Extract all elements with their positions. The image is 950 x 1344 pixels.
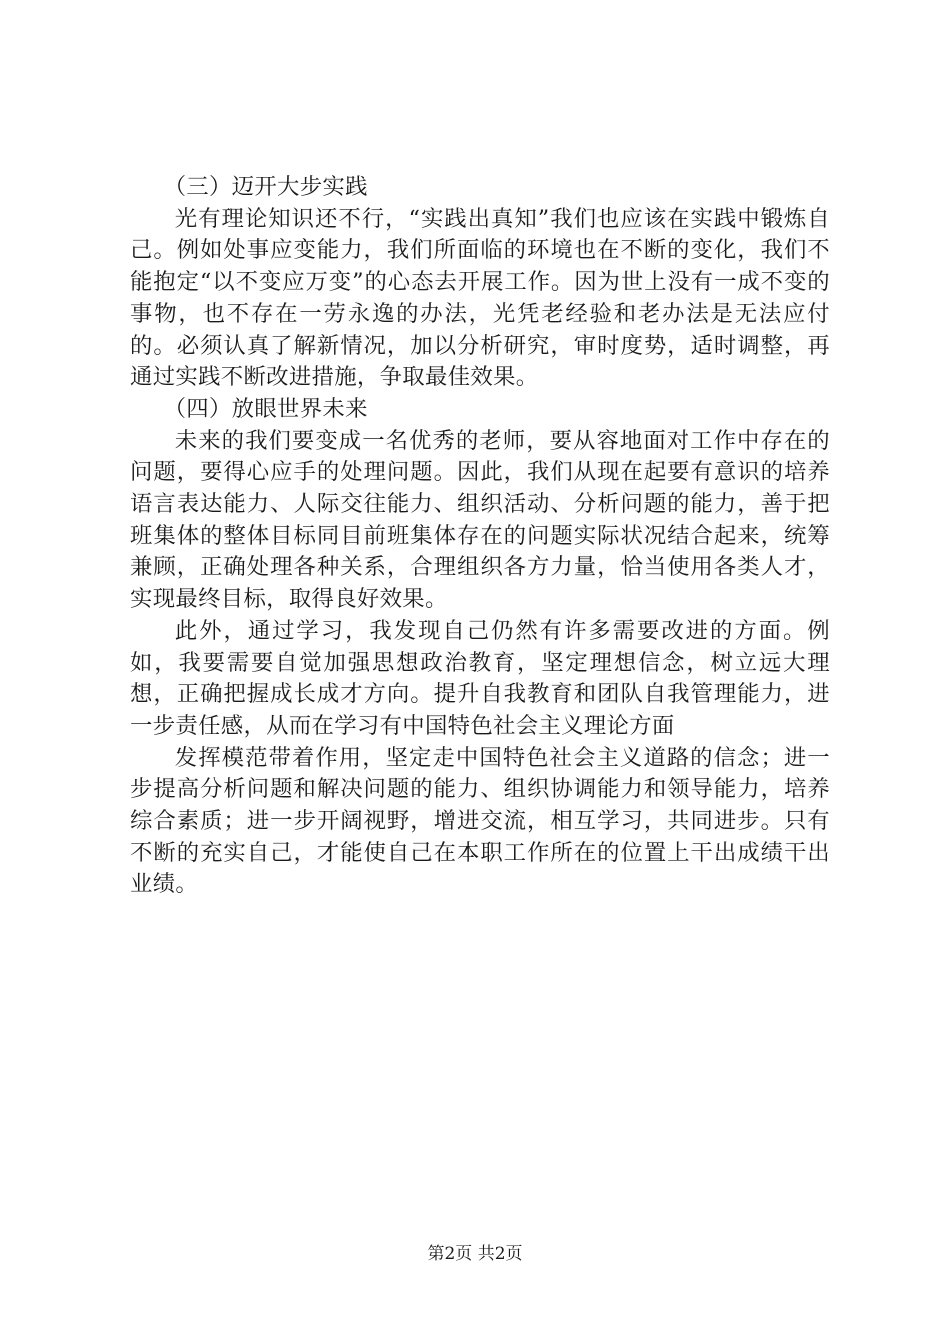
document-body [130,172,830,901]
paragraph-practice: 光有理论知识还不行，“实践出真知”我们也应该在实践中锻炼自己。例如处事应变能力，我们所面临的环境也在不断的变化，我们不能抱定“以不变应万变”的心态去开展工作。因为世上没有一成不变的事物，也不存在一劳永逸的办法，光凭老经验和老办法是无法应付的。必须认真了解新情况，加以分析研究，审时度势，适时调整，再通过实践不断改进措施，争取最佳效果。 [130,205,830,391]
section-heading-4: （四）放眼世界未来 [163,395,368,422]
section-heading-3: （三）迈开大步实践 [163,174,368,200]
paragraph-improvement: 此外，通过学习，我发现自己仍然有许多需要改进的方面。例如，我要需要自觉加强思想政治教育，坚定理想信念，树立远大理想，正确把握成长成才方向。提升自我教育和团队自我管理能力，进一步责任感，从而在学习有中国特色社会主义理论方面 [130,617,830,739]
paragraph-conclusion: 发挥模范带着作用，坚定走中国特色社会主义道路的信念；进一步提高分析问题和解决问题的能力、组织协调能力和领导能力，培养综合素质；进一步开阔视野，增进交流，相互学习，共同进步。只有不断的充实自己，才能使自己在本职工作所在的位置上干出成绩干出业绩。 [130,744,830,898]
page-number-footer: 第2页 共2页 [427,1244,523,1264]
paragraph-future: 未来的我们要变成一名优秀的老师，要从容地面对工作中存在的问题，要得心应手的处理问题。因此，我们从现在起要有意识的培养语言表达能力、人际交往能力、组织活动、分析问题的能力，善于把班集体的整体目标同目前班集体存在的问题实际状况结合起来，统筹兼顾，正确处理各种关系，合理组织各方力量，恰当使用各类人才，实现最终目标，取得良好效果。 [130,427,830,613]
